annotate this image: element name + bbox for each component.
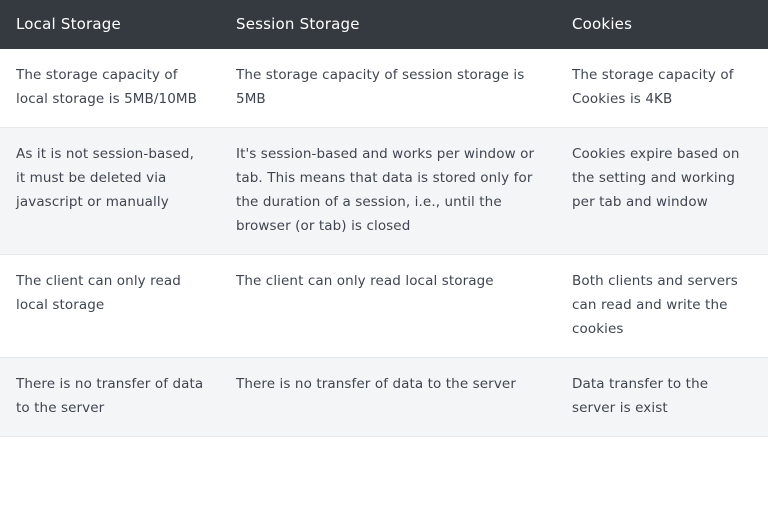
cell-cookies-transfer: Data transfer to the server is exist [556, 358, 768, 437]
cell-cookies-access: Both clients and servers can read and write the cookies [556, 255, 768, 358]
cell-cookies-expiry: Cookies expire based on the setting and working per tab and window [556, 128, 768, 255]
cell-local-storage-transfer: There is no transfer of data to the server [0, 358, 220, 437]
cell-local-storage-capacity: The storage capacity of local storage is 5MB/10MB [0, 49, 220, 128]
table-row [0, 128, 768, 255]
table-header [0, 0, 768, 49]
table-body [0, 49, 768, 437]
cell-session-storage-access: The client can only read local storage [220, 255, 556, 358]
table-row [0, 255, 768, 358]
column-header-local-storage: Local Storage [0, 0, 220, 49]
cell-session-storage-expiry: It's session-based and works per window or tab. This means that data is stored only for the duration of a session, i.e., until the browser (or tab) is closed [220, 128, 556, 255]
cell-session-storage-capacity: The storage capacity of session storage is 5MB [220, 49, 556, 128]
table-row [0, 49, 768, 128]
cell-session-storage-transfer: There is no transfer of data to the server [220, 358, 556, 437]
table-header-row [0, 0, 768, 49]
cell-local-storage-expiry: As it is not session-based, it must be deleted via javascript or manually [0, 128, 220, 255]
cell-local-storage-access: The client can only read local storage [0, 255, 220, 358]
table-row [0, 358, 768, 437]
cell-cookies-capacity: The storage capacity of Cookies is 4KB [556, 49, 768, 128]
column-header-session-storage: Session Storage [220, 0, 556, 49]
column-header-cookies: Cookies [556, 0, 768, 49]
